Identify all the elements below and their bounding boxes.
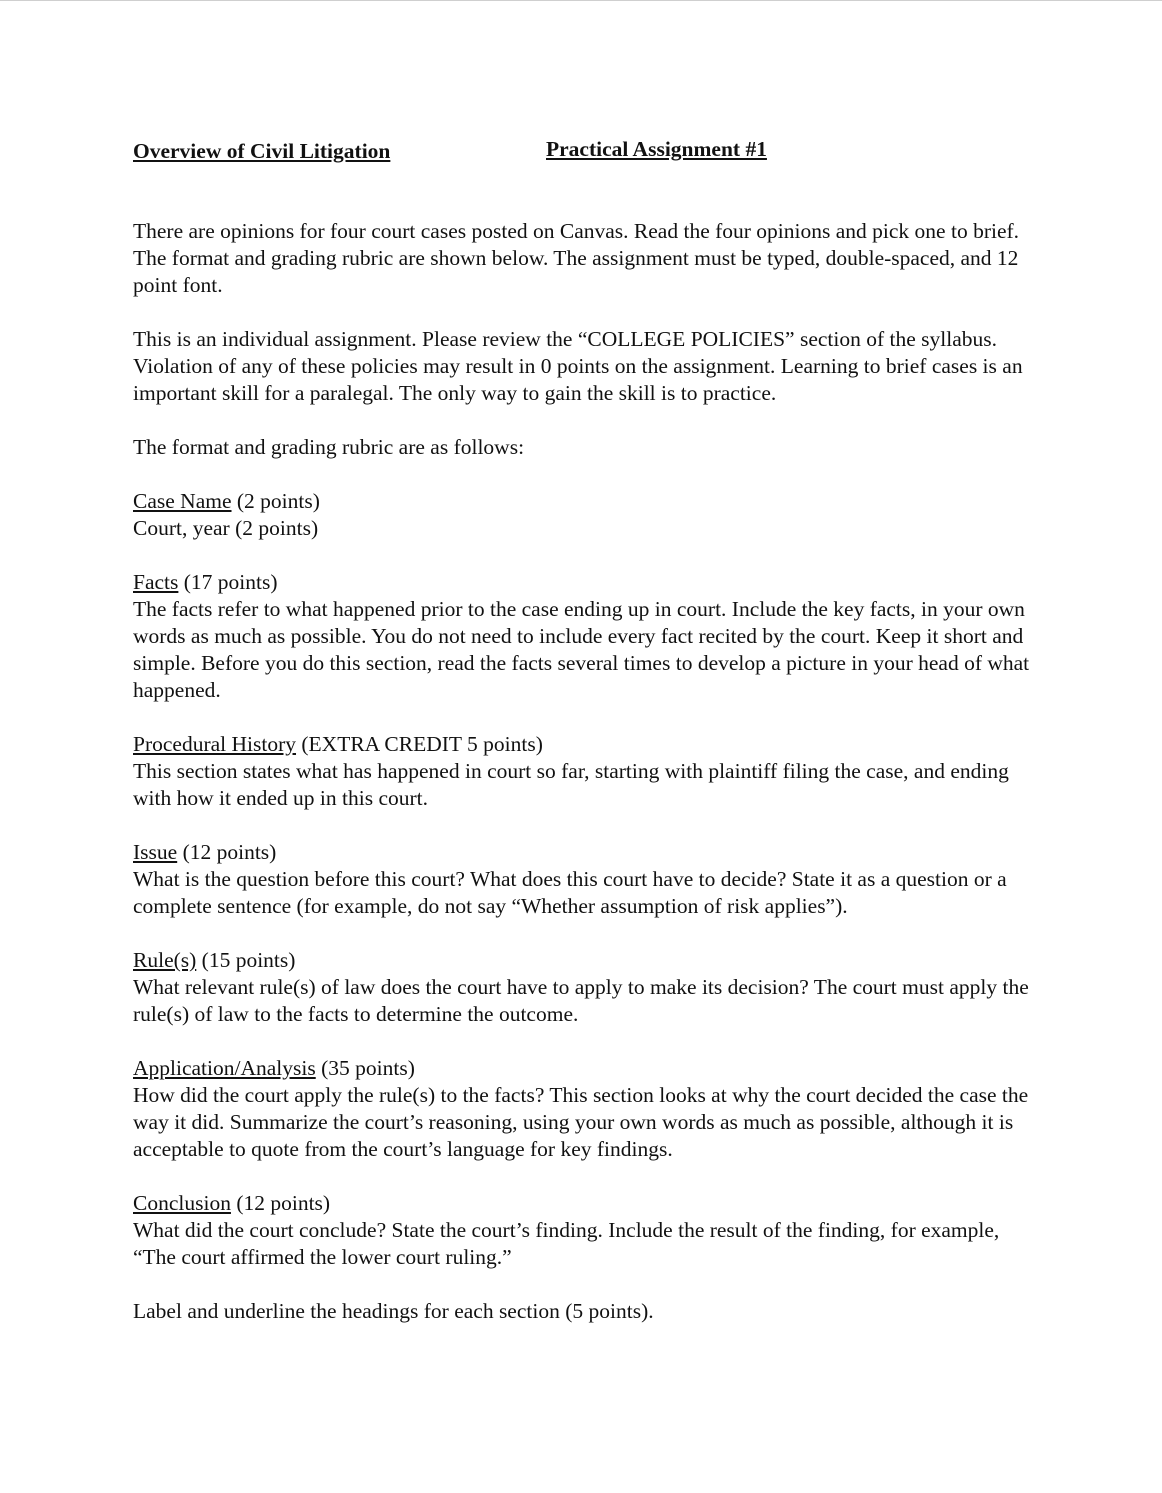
section-application-analysis xyxy=(133,1055,1033,1163)
intro-paragraph-3: The format and grading rubric are as follows: xyxy=(133,435,525,459)
section-court-year: Court, year (2 points) xyxy=(133,516,319,540)
section-heading-conclusion: Conclusion xyxy=(133,1191,231,1215)
section-heading-rules: Rule(s) xyxy=(133,948,197,972)
section-points-rules: (15 points) xyxy=(196,948,296,972)
section-heading-application-analysis: Application/Analysis xyxy=(133,1056,316,1080)
section-issue xyxy=(133,839,1033,920)
intro-paragraph-2: This is an individual assignment. Please review the “COLLEGE POLICIES” section of the syllabus. Violation of any of these policies may result in 0 points on the assignment. Learning to brief cases is an important skill for a paralegal. The only way to gain the skill is to practice. xyxy=(133,327,1023,405)
section-points-application-analysis: (35 points) xyxy=(315,1056,415,1080)
section-heading-procedural-history: Procedural History xyxy=(133,732,297,756)
section-heading-issue: Issue xyxy=(133,840,178,864)
section-body-conclusion: What did the court conclude? State the court’s finding. Include the result of the finding, for example, “The court affirmed the lower court ruling.” xyxy=(133,1218,1000,1269)
section-case-name xyxy=(133,488,1033,542)
section-heading-facts: Facts xyxy=(133,570,179,594)
section-body-issue: What is the question before this court? What does this court have to decide? State it as a question or a complete sentence (for example, do not say “Whether assumption of risk applies”). xyxy=(133,867,1007,918)
section-points-conclusion: (12 points) xyxy=(230,1191,331,1215)
section-body-rules: What relevant rule(s) of law does the court have to apply to make its decision? The court must apply the rule(s) of law to the facts to determine the outcome. xyxy=(133,975,1029,1026)
section-points-issue: (12 points) xyxy=(177,840,277,864)
section-procedural-history xyxy=(133,731,1033,812)
section-body-facts: The facts refer to what happened prior to the case ending up in court. Include the key facts, in your own words as much as possible. You do not need to include every fact recited by the court. Keep it short and simple. Before you do this section, read the facts several times to develop a picture in your head of what happened. xyxy=(133,597,1030,702)
footer-note: Label and underline the headings for each section (5 points). xyxy=(133,1299,654,1323)
section-conclusion xyxy=(133,1190,1033,1271)
document-page xyxy=(133,132,1033,1325)
document-header xyxy=(133,132,1033,172)
section-points-procedural-history: (EXTRA CREDIT 5 points) xyxy=(296,732,543,756)
section-body-application-analysis: How did the court apply the rule(s) to the facts? This section looks at why the court decided the case the way it did. Summarize the court’s reasoning, using your own words as much as possible, although it is acceptable to quote from the court’s language for key findings. xyxy=(133,1083,1029,1161)
section-facts xyxy=(133,569,1033,704)
intro-paragraph-1: There are opinions for four court cases posted on Canvas. Read the four opinions and pick one to brief. The format and grading rubric are shown below. The assignment must be typed, double-spaced, and 12 point font. xyxy=(133,219,1020,297)
section-points-case-name: (2 points) xyxy=(231,489,320,513)
section-points-facts: (17 points) xyxy=(178,570,278,594)
top-border-line xyxy=(0,0,1162,1)
section-heading-case-name: Case Name xyxy=(133,489,232,513)
section-rules xyxy=(133,947,1033,1028)
course-title: Overview of Civil Litigation xyxy=(133,139,391,163)
assignment-title: Practical Assignment #1 xyxy=(546,137,767,161)
section-body-procedural-history: This section states what has happened in court so far, starting with plaintiff filing the case, and ending with how it ended up in this court. xyxy=(133,759,1009,810)
